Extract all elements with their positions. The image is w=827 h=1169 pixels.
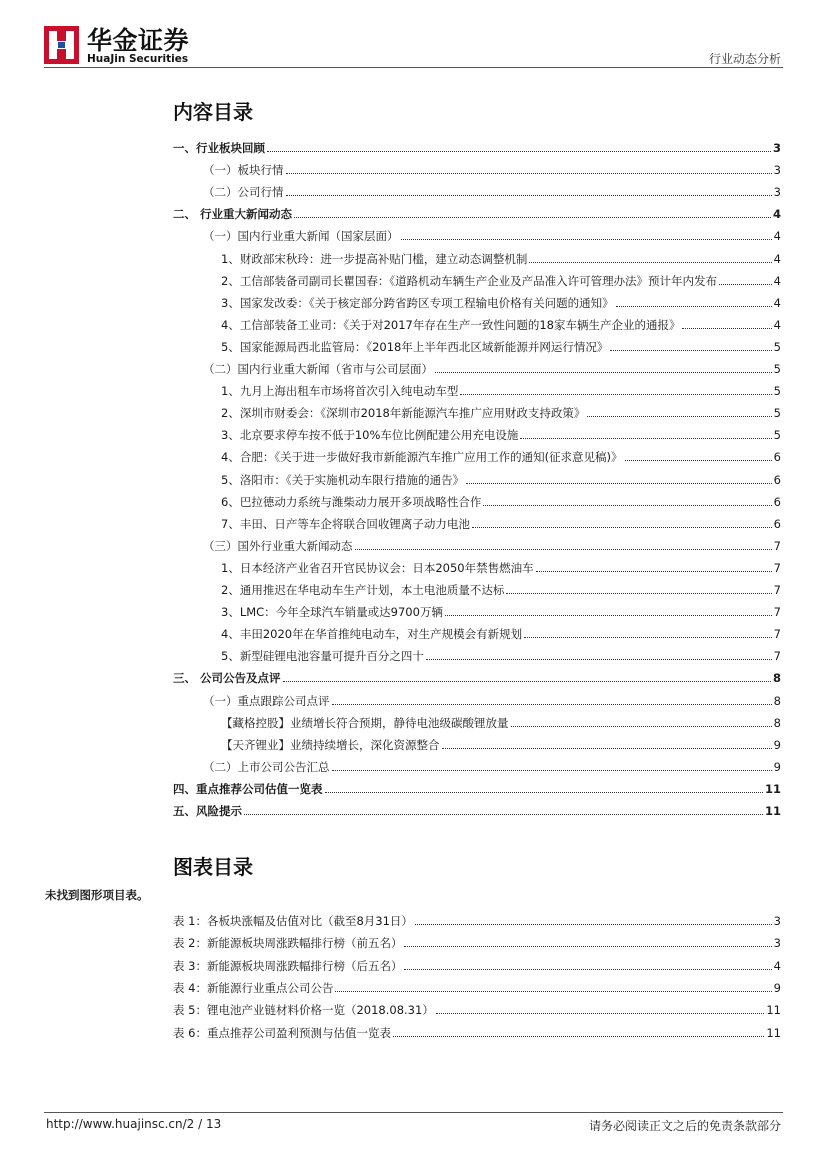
toc-entry-row[interactable] — [221, 709, 781, 730]
toc-entry-page-number: 11 — [764, 804, 781, 818]
toc-entry-row[interactable] — [221, 510, 781, 531]
toc-entry-text: 三、 公司公告及点评 — [173, 671, 281, 686]
dot-leader — [511, 726, 772, 727]
toc-entry-text: （一）国内行业重大新闻（国家层面） — [203, 229, 399, 244]
dot-leader — [332, 704, 772, 705]
toc-entry-row[interactable] — [203, 355, 781, 376]
dot-leader — [355, 549, 772, 550]
dot-leader — [625, 460, 772, 461]
toc-entry-row[interactable] — [173, 200, 781, 221]
dot-leader — [415, 924, 772, 925]
toc-entry-text: 5、新型硅锂电池容量可提升百分之四十 — [221, 649, 424, 664]
dot-leader — [267, 151, 771, 152]
toc-entry-page-number: 7 — [773, 649, 781, 664]
toc-entry-text: 4、合肥：《关于进一步做好我市新能源汽车推广应用工作的通知(征求意见稿)》 — [221, 450, 623, 465]
toc-entry-page-number: 11 — [764, 781, 781, 796]
toc-entry-page-number: 5 — [773, 428, 781, 443]
toc-entry-page-number: 7 — [773, 605, 781, 620]
dot-leader — [536, 571, 772, 572]
toc-entry-text: 二、 行业重大新闻动态 — [173, 207, 293, 222]
table-entry-page-number: 3 — [773, 936, 781, 951]
dot-leader — [616, 306, 772, 307]
toc-entry-page-number: 7 — [773, 627, 781, 642]
toc-entry-row[interactable] — [203, 178, 781, 199]
toc-entry-row[interactable] — [221, 399, 781, 420]
toc-entry-row[interactable] — [203, 222, 781, 243]
toc-entry-text: 2、工信部装备司副司长瞿国春：《道路机动车辆生产企业及产品准入许可管理办法》预计年内发布 — [221, 273, 718, 288]
dot-leader — [393, 1036, 764, 1037]
toc-entry-text: 一、行业板块回顾 — [173, 141, 265, 155]
toc-entry-row[interactable] — [221, 466, 781, 487]
toc-entry-page-number: 3 — [773, 185, 781, 200]
toc-entry-text: 1、日本经济产业省召开官民协议会：日本2050年禁售燃油车 — [221, 560, 534, 575]
table-entry-row[interactable] — [173, 996, 781, 1017]
toc-entry-text: 5、国家能源局西北监管局：《2018年上半年西北区域新能源并网运行情况》 — [221, 339, 609, 354]
dot-leader — [682, 328, 771, 329]
table-entry-text: 表 5：锂电池产业链材料价格一览（2018.08.31） — [173, 1003, 434, 1018]
toc-entry-row[interactable] — [221, 554, 781, 575]
toc-entry-row[interactable] — [203, 532, 781, 553]
logo-chinese-name: 华金证券 — [87, 26, 190, 55]
dot-leader — [404, 946, 771, 947]
company-logo — [44, 26, 190, 68]
footer-disclaimer: 请务必阅读正文之后的免责条款部分 — [588, 1119, 781, 1133]
toc-entry-page-number: 4 — [773, 229, 781, 244]
toc-entry-row[interactable] — [221, 642, 781, 663]
table-entry-page-number: 3 — [773, 914, 781, 928]
toc-entry-text: 2、深圳市财委会：《深圳市2018年新能源汽车推广应用财政支持政策》 — [221, 406, 586, 421]
logo-english-name: HuaJin Securities — [87, 53, 189, 65]
table-entry-page-number: 11 — [766, 1003, 781, 1018]
dot-leader — [719, 284, 772, 285]
table-entry-text: 表 1：各板块涨幅及估值对比（截至8月31日） — [173, 914, 413, 928]
dot-leader — [335, 991, 771, 992]
table-entry-text: 表 6：重点推荐公司盈利预测与估值一览表 — [173, 1025, 391, 1040]
toc-entry-page-number: 7 — [773, 583, 781, 597]
toc-entry-text: 1、财政部宋秋玲：进一步提高补贴门槛，建立动态调整机制 — [221, 251, 528, 266]
dot-leader — [286, 173, 772, 174]
toc-entry-row[interactable] — [203, 156, 781, 177]
toc-entry-page-number: 8 — [772, 671, 781, 686]
toc-entry-row[interactable] — [173, 775, 781, 796]
toc-entry-text: 7、丰田、日产等车企将联合回收锂离子动力电池 — [221, 516, 470, 531]
huajin-logo-icon — [44, 26, 79, 64]
dot-leader — [466, 483, 772, 484]
toc-entry-row[interactable] — [173, 797, 781, 818]
dot-leader — [472, 527, 772, 528]
table-entry-row[interactable] — [173, 952, 781, 973]
table-entry-text: 表 4：新能源行业重点公司公告 — [173, 980, 334, 995]
dot-leader — [426, 659, 772, 660]
dot-leader — [506, 593, 771, 594]
header-divider — [44, 67, 783, 68]
toc-entry-text: （二）上市公司公告汇总 — [203, 759, 330, 774]
dot-leader — [436, 1013, 765, 1014]
toc-entry-row[interactable] — [221, 598, 781, 619]
footer-url-page[interactable]: http://www.huajinsc.cn/2 / 13 — [46, 1117, 222, 1131]
toc-entry-row[interactable] — [221, 311, 781, 332]
toc-entry-row[interactable] — [221, 576, 781, 597]
table-entry-text: 表 3：新能源板块周涨跌幅排行榜（后五名） — [173, 958, 403, 973]
toc-entry-text: 5、洛阳市：《关于实施机动车限行措施的通告》 — [221, 472, 465, 487]
table-entry-page-number: 9 — [773, 980, 781, 995]
toc-entry-text: （三）国外行业重大新闻动态 — [203, 538, 353, 553]
table-entry-row[interactable] — [173, 929, 781, 950]
toc-entry-row[interactable] — [221, 443, 781, 464]
toc-entry-page-number: 8 — [773, 693, 781, 708]
toc-entry-text: 【藏格控股】业绩增长符合预期，静待电池级碳酸锂放量 — [221, 715, 509, 730]
table-entry-row[interactable] — [173, 1019, 781, 1040]
toc-entry-row[interactable] — [221, 333, 781, 354]
toc-entry-text: 2、通用推迟在华电动车生产计划，本土电池质量不达标 — [221, 583, 505, 597]
dot-leader — [294, 217, 771, 218]
toc-entry-page-number: 5 — [773, 339, 781, 354]
dot-leader — [483, 505, 771, 506]
toc-entry-text: 1、九月上海出租车市场将首次引入纯电动车型 — [221, 384, 459, 399]
toc-entry-page-number: 9 — [773, 759, 781, 774]
dot-leader — [587, 416, 771, 417]
dot-leader — [401, 239, 772, 240]
toc-entry-page-number: 4 — [773, 317, 781, 332]
toc-entry-row[interactable] — [221, 731, 781, 752]
toc-entry-text: （二）公司行情 — [203, 185, 284, 200]
toc-entry-page-number: 4 — [773, 295, 781, 310]
dot-leader — [404, 969, 771, 970]
dot-leader — [524, 637, 772, 638]
toc-entry-page-number: 4 — [773, 251, 781, 266]
toc-entry-row[interactable] — [221, 267, 781, 288]
toc-entry-text: 4、工信部装备工业司：《关于对2017年存在生产一致性问题的18家车辆生产企业的通报》 — [221, 317, 681, 332]
toc-entry-text: 6、巴拉德动力系统与潍柴动力展开多项战略性合作 — [221, 494, 482, 509]
toc-entry-page-number: 6 — [773, 472, 781, 487]
dot-leader — [283, 681, 771, 682]
table-entry-page-number: 11 — [766, 1025, 781, 1040]
toc-entry-row[interactable] — [203, 687, 781, 708]
figures-title: 图表目录 — [173, 855, 253, 879]
toc-entry-text: （二）国内行业重大新闻（省市与公司层面） — [203, 362, 433, 376]
toc-entry-text: 3、国家发改委：《关于核定部分跨省跨区专项工程输电价格有关问题的通知》 — [221, 295, 614, 310]
toc-entry-page-number: 9 — [773, 737, 781, 752]
table-entry-row[interactable] — [173, 974, 781, 995]
toc-entry-page-number: 4 — [773, 273, 781, 288]
dot-leader — [325, 792, 763, 793]
toc-entry-page-number: 3 — [773, 163, 781, 178]
dot-leader — [520, 438, 771, 439]
dot-leader — [442, 748, 772, 749]
dot-leader — [332, 770, 772, 771]
toc-entry-row[interactable] — [173, 664, 781, 685]
toc-entry-row[interactable] — [221, 289, 781, 310]
toc-entry-page-number: 4 — [772, 207, 781, 222]
toc-entry-text: 3、LMC：今年全球汽车销量或达9700万辆 — [221, 605, 443, 620]
toc-entry-page-number: 6 — [773, 450, 781, 465]
table-entry-page-number: 4 — [773, 958, 781, 973]
dot-leader — [529, 262, 771, 263]
toc-entry-row[interactable] — [221, 488, 781, 509]
toc-entry-page-number: 7 — [773, 538, 781, 553]
dot-leader — [435, 372, 772, 373]
dot-leader — [460, 394, 771, 395]
toc-entry-row[interactable] — [173, 134, 781, 155]
toc-entry-page-number: 6 — [773, 494, 781, 509]
toc-entry-page-number: 6 — [773, 516, 781, 531]
toc-entry-page-number: 5 — [773, 362, 781, 376]
toc-entry-page-number: 7 — [773, 560, 781, 575]
toc-entry-row[interactable] — [203, 753, 781, 774]
report-category: 行业动态分析 — [708, 52, 781, 66]
toc-entry-text: 五、风险提示 — [173, 804, 242, 818]
toc-entry-row[interactable] — [221, 245, 781, 266]
dot-leader — [610, 350, 771, 351]
toc-entry-text: 【天齐锂业】业绩持续增长，深化资源整合 — [221, 737, 440, 752]
toc-entry-row[interactable] — [221, 377, 781, 398]
dot-leader — [244, 814, 763, 815]
toc-entry-page-number: 5 — [773, 384, 781, 399]
dot-leader — [445, 615, 772, 616]
no-figures-note: 未找到图形项目表。 — [45, 888, 149, 902]
toc-entry-page-number: 3 — [772, 141, 781, 155]
toc-entry-page-number: 8 — [773, 715, 781, 730]
toc-entry-text: 四、重点推荐公司估值一览表 — [173, 781, 323, 796]
toc-entry-row[interactable] — [221, 620, 781, 641]
footer-divider — [44, 1112, 783, 1113]
table-entry-text: 表 2：新能源板块周涨跌幅排行榜（前五名） — [173, 936, 403, 951]
toc-entry-row[interactable] — [221, 421, 781, 442]
toc-entry-text: 3、北京要求停车按不低于10%车位比例配建公用充电设施 — [221, 428, 519, 443]
toc-entry-text: （一）重点跟踪公司点评 — [203, 693, 330, 708]
toc-entry-text: （一）板块行情 — [203, 163, 284, 178]
toc-title: 内容目录 — [173, 100, 253, 124]
toc-entry-page-number: 5 — [773, 406, 781, 421]
dot-leader — [286, 195, 772, 196]
toc-entry-text: 4、丰田2020年在华首推纯电动车，对生产规模会有新规划 — [221, 627, 523, 642]
table-entry-row[interactable] — [173, 907, 781, 928]
